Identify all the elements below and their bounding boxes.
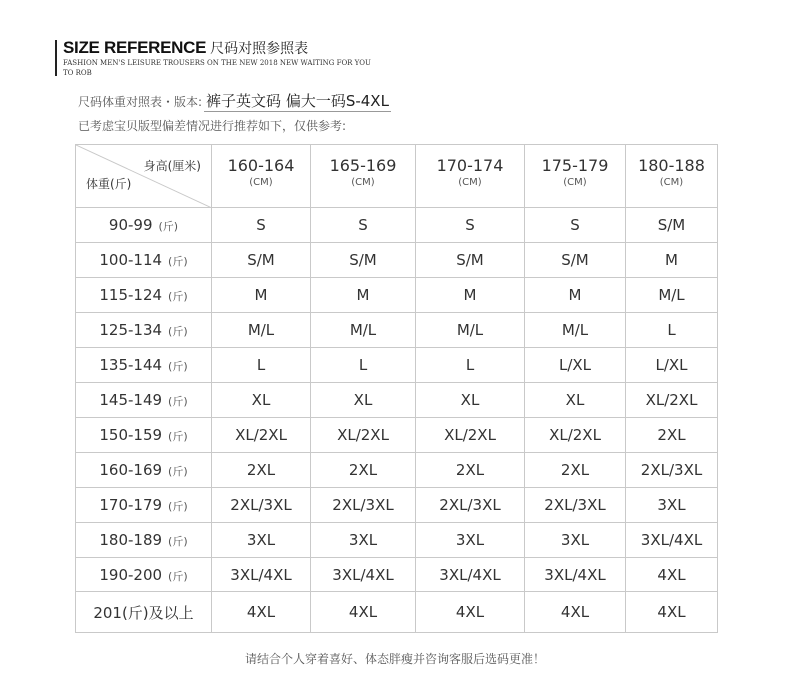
weight-cell (76, 557, 212, 592)
size-cell: 4XL (416, 592, 525, 633)
size-cell: M (626, 242, 718, 277)
footer-note: 请结合个人穿着喜好、体态胖瘦并咨询客服后选码更准！ (244, 652, 545, 666)
size-cell: XL (311, 382, 416, 417)
weight-unit: (斤) (168, 394, 188, 408)
recommendation-note: 已考虑宝贝版型偏差情况进行推荐如下，仅供参考: (78, 119, 347, 133)
size-cell: M/L (212, 312, 311, 347)
weight-unit: (斤) (168, 289, 188, 303)
weight-range: 170-179 (99, 495, 163, 514)
header-accent-bar (55, 40, 57, 76)
weight-cell (76, 452, 212, 487)
size-cell: 3XL (626, 487, 718, 522)
size-cell: 2XL/3XL (311, 487, 416, 522)
table-row (76, 417, 718, 452)
size-cell: XL (525, 382, 626, 417)
height-unit: (CM) (458, 177, 482, 188)
height-range: 165-169 (329, 156, 397, 175)
table-row (76, 242, 718, 277)
weight-range: 190-200 (99, 565, 163, 584)
weight-cell (76, 417, 212, 452)
weight-cell (76, 208, 212, 243)
size-cell: 4XL (626, 592, 718, 633)
height-unit: (CM) (249, 177, 273, 188)
height-unit: (CM) (563, 177, 587, 188)
size-cell: 3XL (525, 522, 626, 557)
height-unit: (CM) (659, 177, 684, 188)
height-header-cell (212, 145, 311, 208)
height-header-cell (416, 145, 525, 208)
weight-range: 100-114 (99, 250, 163, 269)
table-body (76, 208, 718, 633)
weight-cell (76, 347, 212, 382)
weight-axis-label: 体重(斤) (86, 177, 132, 191)
size-cell: 2XL/3XL (212, 487, 311, 522)
size-cell: 2XL (416, 452, 525, 487)
size-cell: M (416, 277, 525, 312)
size-cell: XL/2XL (212, 417, 311, 452)
size-cell: XL/2XL (416, 417, 525, 452)
size-cell: M/L (626, 277, 718, 312)
size-cell: 4XL (525, 592, 626, 633)
weight-unit: (斤) (158, 219, 179, 233)
size-cell: 3XL/4XL (525, 557, 626, 592)
size-cell: M/L (311, 312, 416, 347)
size-cell: XL (416, 382, 525, 417)
table-row (76, 557, 718, 592)
size-cell: S/M (416, 242, 525, 277)
size-cell: S/M (525, 242, 626, 277)
weight-range: 115-124 (99, 285, 163, 304)
weight-range: 125-134 (99, 320, 163, 339)
height-range: 180-188 (638, 156, 705, 175)
table-row (76, 277, 718, 312)
size-cell: S (311, 208, 416, 243)
size-cell: 3XL/4XL (311, 557, 416, 592)
weight-unit: (斤) (168, 359, 188, 373)
size-cell: XL/2XL (311, 417, 416, 452)
size-cell: 4XL (311, 592, 416, 633)
title-english: SIZE REFERENCE (63, 38, 207, 57)
table-row (76, 208, 718, 243)
size-cell: S/M (311, 242, 416, 277)
weight-cell (76, 382, 212, 417)
size-cell: S (212, 208, 311, 243)
size-cell: 2XL (212, 452, 311, 487)
weight-range: 180-189 (99, 530, 163, 549)
height-header-cell (626, 145, 718, 208)
height-unit: (CM) (351, 177, 375, 188)
weight-cell (76, 592, 212, 633)
size-cell: S (525, 208, 626, 243)
weight-cell (76, 487, 212, 522)
size-cell: 3XL/4XL (212, 557, 311, 592)
height-axis-label: 身高(厘米) (143, 159, 201, 173)
height-range: 160-164 (227, 156, 295, 175)
weight-unit: (斤) (168, 464, 188, 478)
size-cell: 3XL/4XL (626, 522, 718, 557)
size-cell: M (525, 277, 626, 312)
size-cell: XL/2XL (626, 382, 718, 417)
size-cell: 4XL (212, 592, 311, 633)
size-cell: 2XL (525, 452, 626, 487)
header-subtitle: FASHION MEN'S LEISURE TROUSERS ON THE NEW 2018 NEW WAITING FOR YOU TO ROB (63, 59, 371, 77)
size-cell: 2XL/3XL (416, 487, 525, 522)
size-cell: S/M (626, 208, 718, 243)
table-row (76, 592, 718, 633)
weight-range: 90-99 (108, 215, 153, 234)
weight-range: 160-169 (99, 460, 163, 479)
size-cell: L/XL (525, 347, 626, 382)
table-row (76, 312, 718, 347)
size-cell: 2XL/3XL (525, 487, 626, 522)
table-row (76, 452, 718, 487)
size-cell: XL (212, 382, 311, 417)
weight-range: 201(斤)及以上 (93, 603, 194, 622)
weight-unit: (斤) (168, 429, 188, 443)
weight-unit: (斤) (168, 499, 188, 513)
size-cell: L (416, 347, 525, 382)
size-cell: 2XL (626, 417, 718, 452)
size-cell: 3XL (311, 522, 416, 557)
size-cell: L (626, 312, 718, 347)
page-title (63, 38, 308, 58)
size-cell: M (311, 277, 416, 312)
size-cell: M/L (416, 312, 525, 347)
size-cell: M (212, 277, 311, 312)
corner-cell (76, 145, 212, 208)
weight-range: 145-149 (99, 390, 163, 409)
size-table (75, 144, 718, 633)
table-row (76, 487, 718, 522)
size-cell: 3XL (212, 522, 311, 557)
weight-unit: (斤) (168, 254, 188, 268)
version-prefix: 尺码体重对照表・版本: (78, 95, 203, 109)
size-cell: L (212, 347, 311, 382)
height-header-cell (525, 145, 626, 208)
size-cell: 2XL (311, 452, 416, 487)
size-cell: 4XL (626, 557, 718, 592)
table-row (76, 382, 718, 417)
size-cell: 3XL/4XL (416, 557, 525, 592)
table-row (76, 522, 718, 557)
height-range: 175-179 (541, 156, 609, 175)
size-cell: L/XL (626, 347, 718, 382)
weight-unit: (斤) (168, 324, 188, 338)
size-cell: S/M (212, 242, 311, 277)
table-row (76, 347, 718, 382)
version-label: 裤子英文码 偏大一码S-4XL (206, 92, 389, 110)
weight-unit: (斤) (168, 569, 188, 583)
size-cell: 2XL/3XL (626, 452, 718, 487)
weight-range: 150-159 (99, 425, 163, 444)
height-range: 170-174 (436, 156, 504, 175)
weight-cell (76, 522, 212, 557)
size-cell: XL/2XL (525, 417, 626, 452)
chart-version-line (78, 90, 391, 111)
size-cell: 3XL (416, 522, 525, 557)
height-header-cell (311, 145, 416, 208)
weight-unit: (斤) (168, 534, 188, 548)
weight-cell (76, 242, 212, 277)
weight-range: 135-144 (99, 355, 163, 374)
table-header-row (76, 145, 718, 208)
title-chinese: 尺码对照参照表 (210, 41, 309, 57)
size-cell: S (416, 208, 525, 243)
weight-cell (76, 312, 212, 347)
size-cell: M/L (525, 312, 626, 347)
size-cell: L (311, 347, 416, 382)
weight-cell (76, 277, 212, 312)
